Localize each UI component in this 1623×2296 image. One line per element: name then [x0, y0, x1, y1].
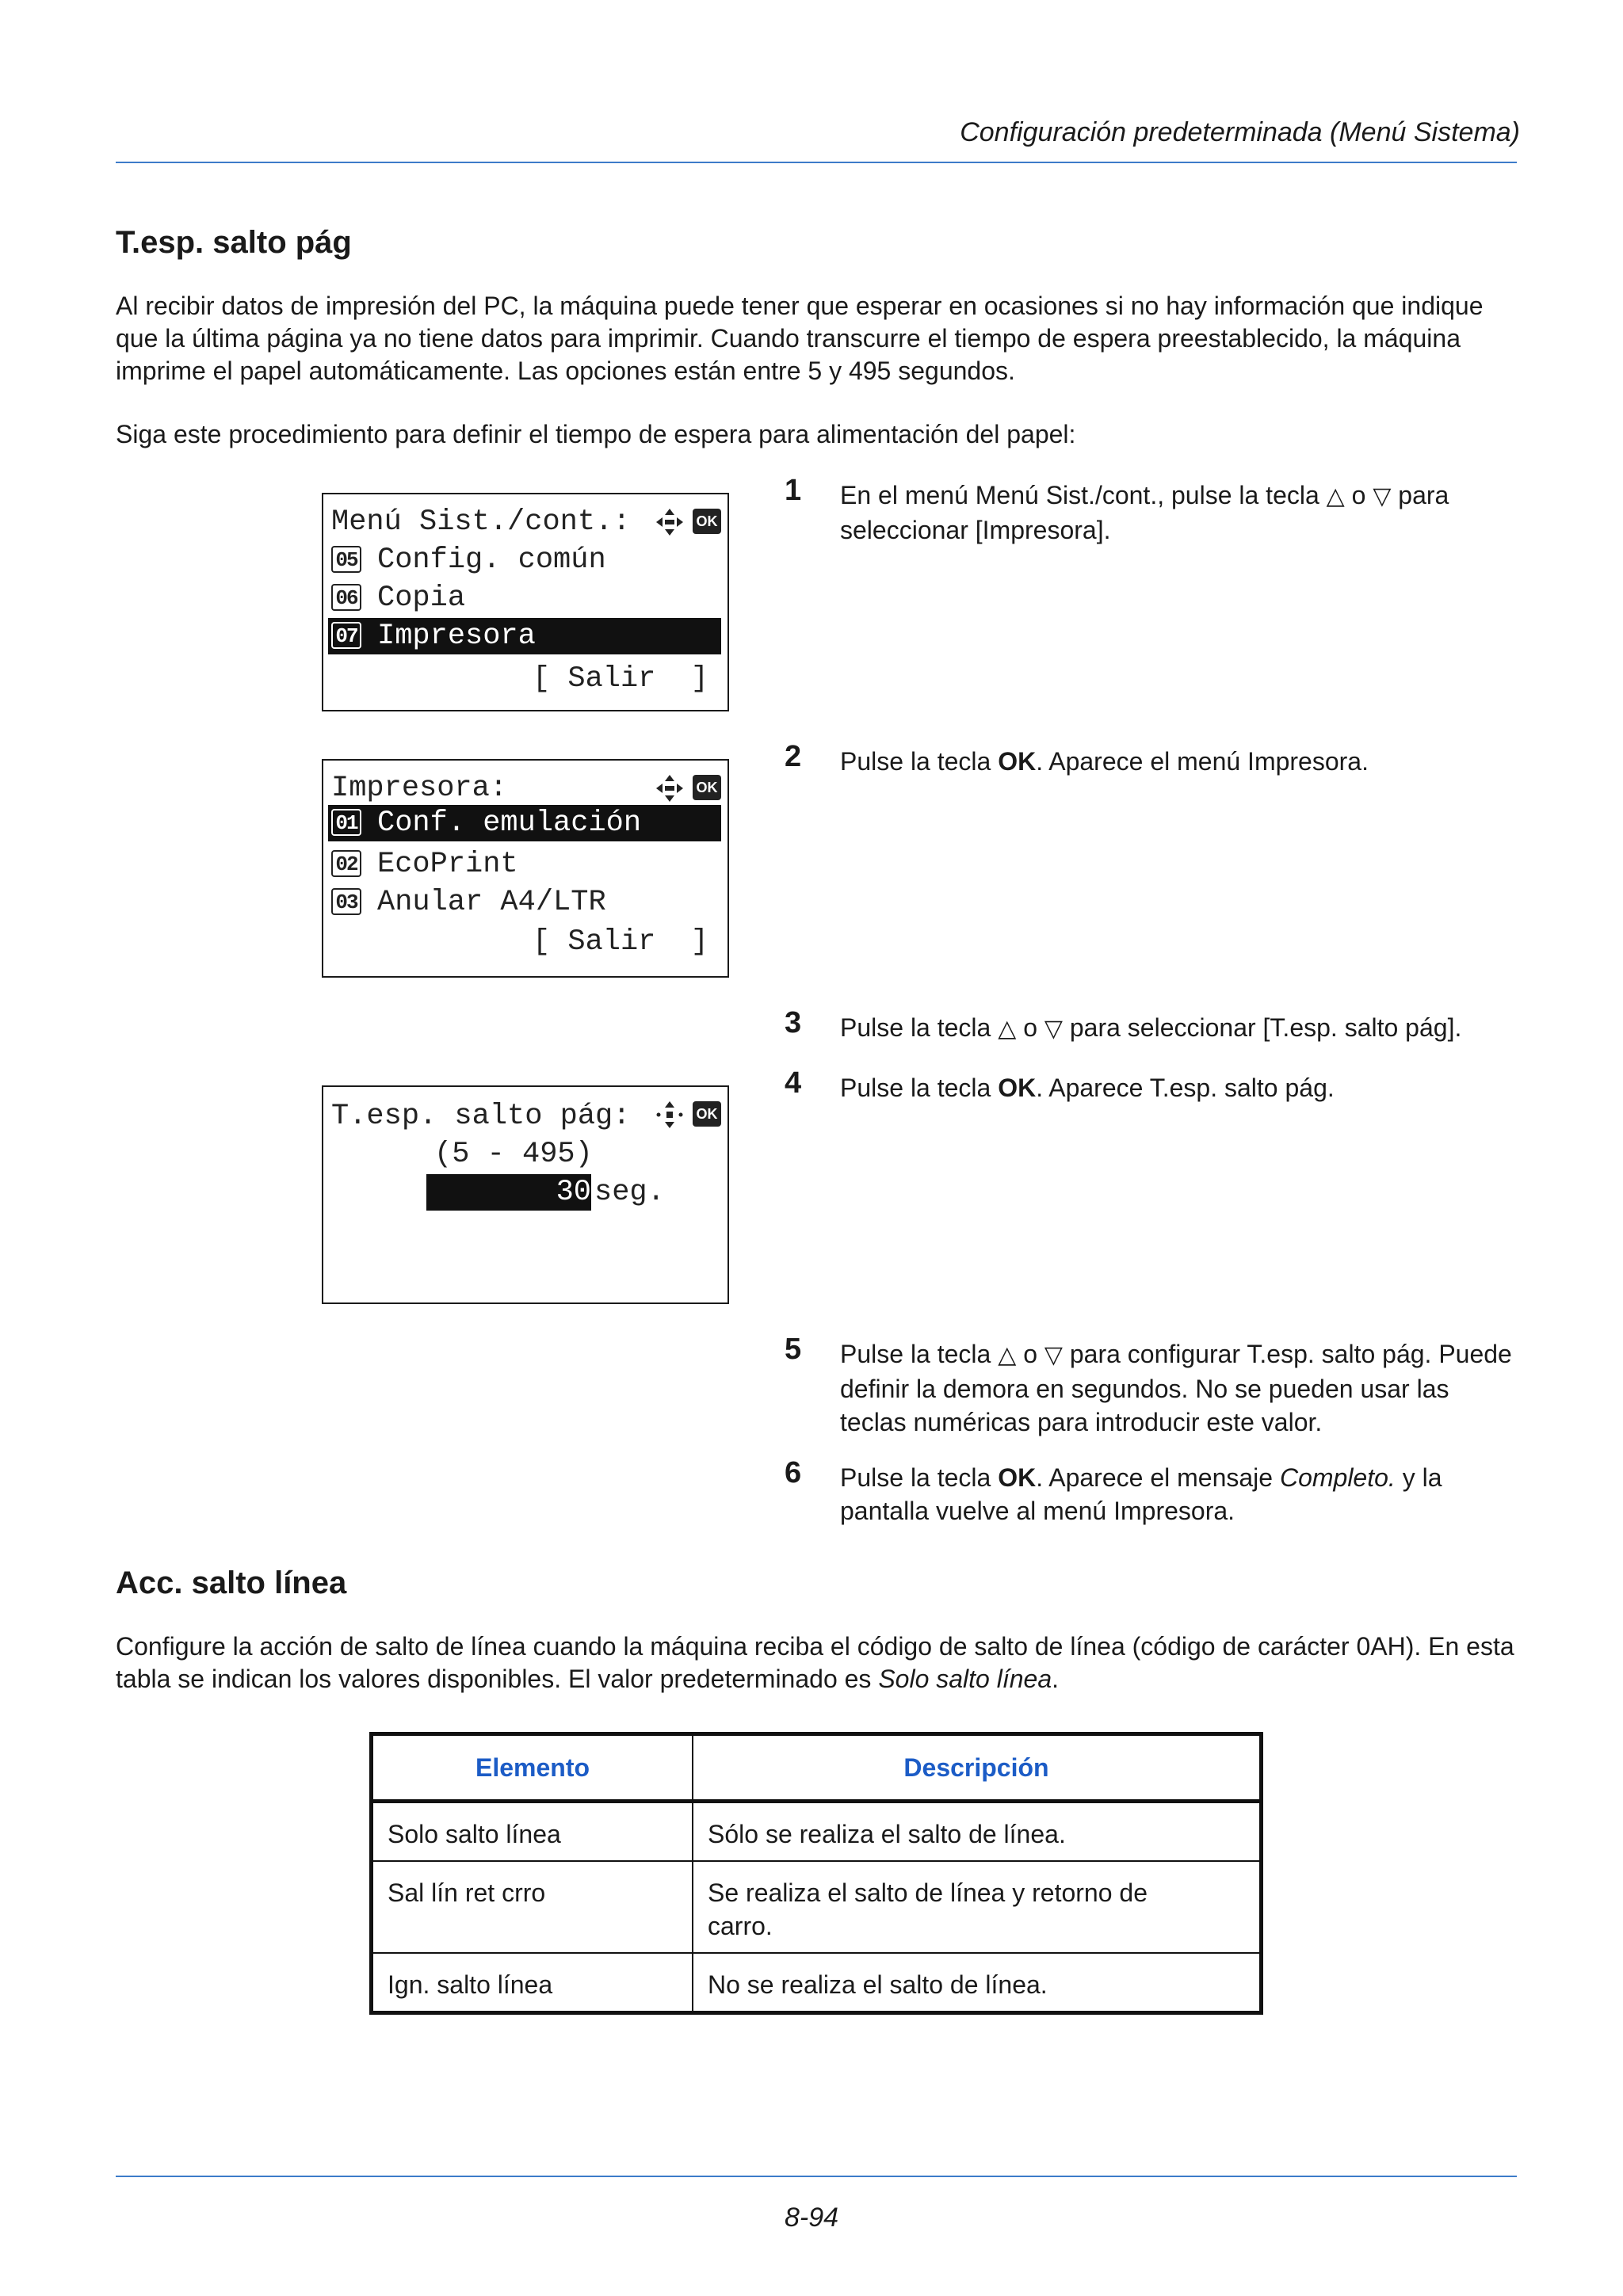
step-number: 4	[785, 1066, 802, 1100]
lcd-menu-item: 02 EcoPrint	[331, 846, 720, 883]
step-text: Pulse la tecla OK. Aparece el menú Impresora.	[840, 747, 1369, 776]
intro-paragraph: Al recibir datos de impresión del PC, la máquina puede tener que esperar en ocasiones si no hay información que indique que la última página ya no tiene datos para imprimir. Cuando transcurre el tiempo de espera preestablecido, la máquina imprime el papel automáticamente. Las opciones están entre 5 y 495 segundos.	[116, 292, 1484, 385]
line-feed-options-table	[369, 1732, 1263, 2015]
nav-arrows-icon	[655, 507, 685, 537]
section2-paragraph: Configure la acción de salto de línea cuando la máquina reciba el código de salto de línea (código de carácter 0AH). En esta tabla se indican los valores disponibles. El valor predeterminado es Solo salto línea.	[116, 1632, 1514, 1693]
lcd-menu-item-selected: 07 Impresora	[328, 618, 721, 654]
lcd-title: Impresora:	[331, 772, 508, 805]
table-row	[372, 1802, 1262, 1862]
down-key-icon: ▽	[1044, 1342, 1063, 1368]
step-number: 6	[785, 1456, 802, 1489]
step-number: 1	[785, 474, 802, 507]
table-cell: No se realiza el salto de línea.	[693, 1953, 1262, 2013]
up-key-icon: △	[998, 1016, 1017, 1042]
table-cell: Se realiza el salto de línea y retorno de carro.	[693, 1861, 1262, 1953]
page-number: 8-94	[784, 2203, 839, 2233]
table-row	[372, 1953, 1262, 2013]
lcd-menu-item: 03 Anular A4/LTR	[331, 884, 720, 921]
section-heading-line-feed: Acc. salto línea	[116, 1566, 347, 1600]
nav-arrows-icon	[655, 773, 685, 803]
lcd-title: T.esp. salto pág:	[331, 1100, 631, 1133]
nav-arrows-dotted-icon	[655, 1100, 685, 1130]
procedure-paragraph: Siga este procedimiento para definir el tiempo de espera para alimentación del papel:	[116, 420, 1076, 448]
down-key-icon: ▽	[1373, 483, 1392, 509]
table-header-row	[372, 1734, 1262, 1802]
lcd-screen-system-menu	[322, 493, 729, 711]
down-key-icon: ▽	[1044, 1016, 1063, 1042]
table-header: Elemento	[372, 1734, 693, 1802]
lcd-range: (5 - 495)	[434, 1138, 593, 1171]
lcd-screen-printer-menu	[322, 759, 729, 978]
lcd-unit: seg.	[594, 1176, 665, 1209]
ok-icon: OK	[693, 509, 721, 534]
step-number: 5	[785, 1333, 802, 1366]
ok-icon: OK	[693, 1101, 721, 1127]
footer-rule	[116, 2176, 1517, 2177]
table-cell: Sólo se realiza el salto de línea.	[693, 1802, 1262, 1862]
step-text: En el menú Menú Sist./cont., pulse la tecla △ o ▽ para seleccionar [Impresora].	[840, 481, 1449, 544]
header-rule	[116, 162, 1517, 163]
lcd-menu-item-selected: 01 Conf. emulación	[328, 805, 721, 841]
lcd-softkey-exit: [ Salir ]	[532, 662, 708, 696]
step-text: Pulse la tecla OK. Aparece el mensaje Completo. y la pantalla vuelve al menú Impresora.	[840, 1463, 1442, 1525]
lcd-title: Menú Sist./cont.:	[331, 505, 631, 539]
table-cell: Solo salto línea	[372, 1802, 693, 1862]
step-text: Pulse la tecla △ o ▽ para configurar T.esp. salto pág. Puede definir la demora en segundos. No se pueden usar las teclas numéricas para introducir este valor.	[840, 1340, 1512, 1436]
table-row	[372, 1861, 1262, 1953]
lcd-softkey-exit: [ Salir ]	[532, 925, 708, 959]
step-text: Pulse la tecla OK. Aparece T.esp. salto pág.	[840, 1074, 1335, 1102]
lcd-menu-item: 05 Config. común	[331, 542, 720, 578]
table-cell: Ign. salto línea	[372, 1953, 693, 2013]
ok-icon: OK	[693, 775, 721, 800]
section-heading-page-wait: T.esp. salto pág	[116, 225, 352, 260]
lcd-value-field: 30	[426, 1174, 591, 1211]
header-title: Configuración predeterminada (Menú Sistema)	[960, 117, 1520, 147]
up-key-icon: △	[998, 1342, 1017, 1368]
step-number: 2	[785, 740, 802, 773]
up-key-icon: △	[1326, 483, 1345, 509]
step-text: Pulse la tecla △ o ▽ para seleccionar [T.esp. salto pág].	[840, 1013, 1462, 1042]
table-header: Descripción	[693, 1734, 1262, 1802]
lcd-screen-page-wait	[322, 1085, 729, 1304]
table-cell: Sal lín ret crro	[372, 1861, 693, 1953]
lcd-menu-item: 06 Copia	[331, 580, 720, 616]
step-number: 3	[785, 1006, 802, 1039]
